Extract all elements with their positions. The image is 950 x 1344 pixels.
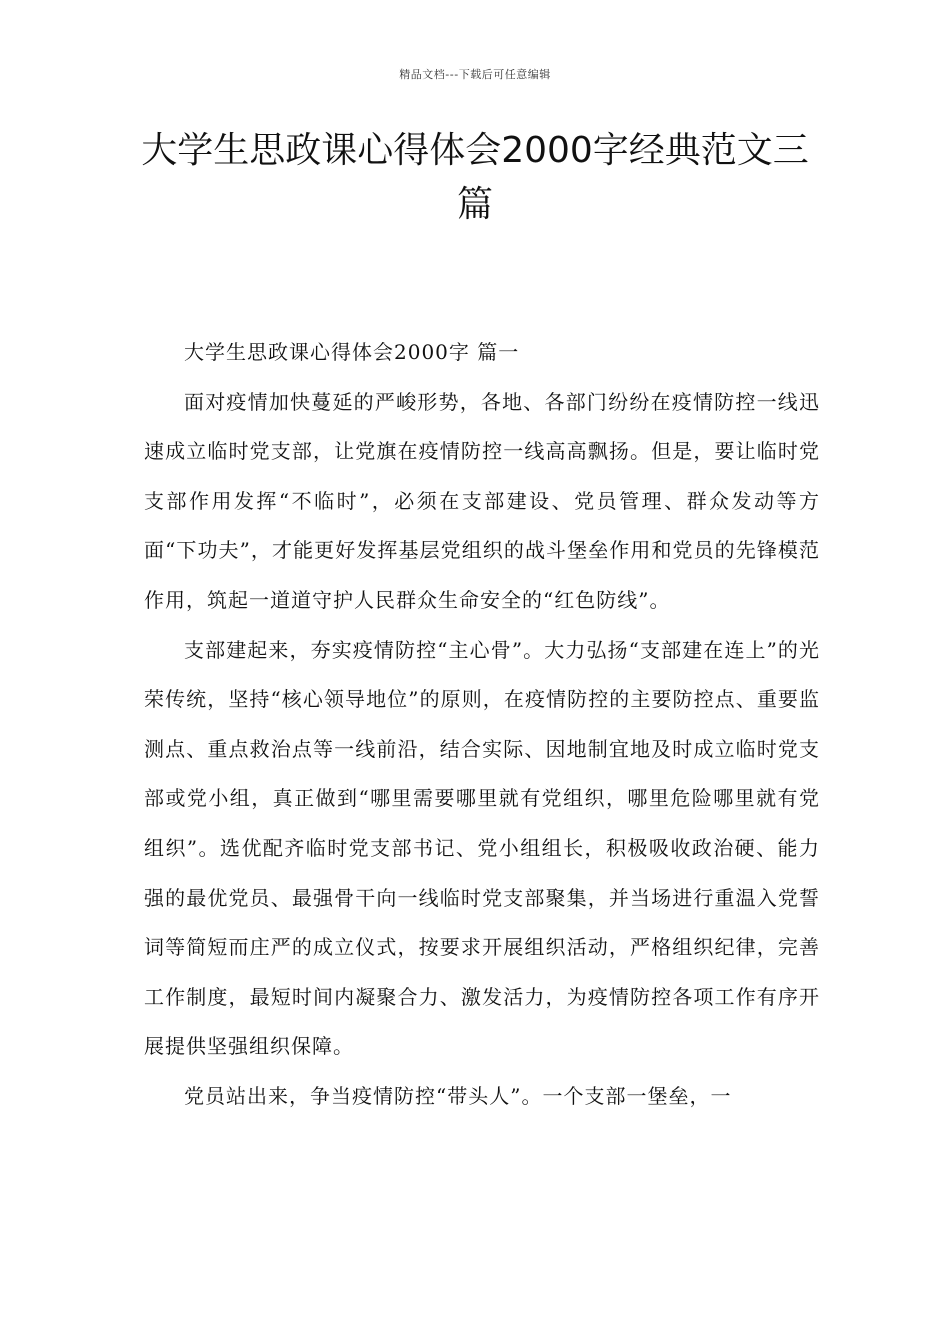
section-heading: 大学生思政课心得体会2000字 篇一 <box>184 340 520 364</box>
paragraph: 党员站出来，争当疫情防控“带头人”。一个支部一堡垒，一 <box>184 1083 732 1108</box>
paragraph: 支部建起来，夯实疫情防控“主心骨”。大力弘扬“支部建在连上”的光荣传统，坚持“核心领导地位”的原则，在疫情防控的主要防控点、重要监测点、重点救治点等一线前沿，结合实际、因地制宜地及时成立临时党支部或党小组，真正做到“哪里需要哪里就有党组织，哪里危险哪里就有党组织”。选优配齐临时党支部书记、党小组组长，积极吸收政治硬、能力强的最优党员、最强骨干向一线临时党支部聚集，并当场进行重温入党誓词等简短而庄严的成立仪式，按要求开展组织活动，严格组织纪律，完善工作制度，最短时间内凝聚合力、激发活力，为疫情防控各项工作有序开展提供坚强组织保障。 <box>144 637 820 1059</box>
header-note: 精品文档---下载后可任意编辑 <box>399 68 551 81</box>
document-title: 大学生思政课心得体会2000字经典范文三篇 <box>141 130 809 225</box>
paragraph: 面对疫情加快蔓延的严峻形势，各地、各部门纷纷在疫情防控一线迅速成立临时党支部，让党旗在疫情防控一线高高飘扬。但是，要让临时党支部作用发挥“不临时”，必须在支部建设、党员管理、群众发动等方面“下功夫”，才能更好发挥基层党组织的战斗堡垒作用和党员的先锋模范作用，筑起一道道守护人民群众生命安全的“红色防线”。 <box>144 389 820 612</box>
document-body <box>144 328 820 1122</box>
